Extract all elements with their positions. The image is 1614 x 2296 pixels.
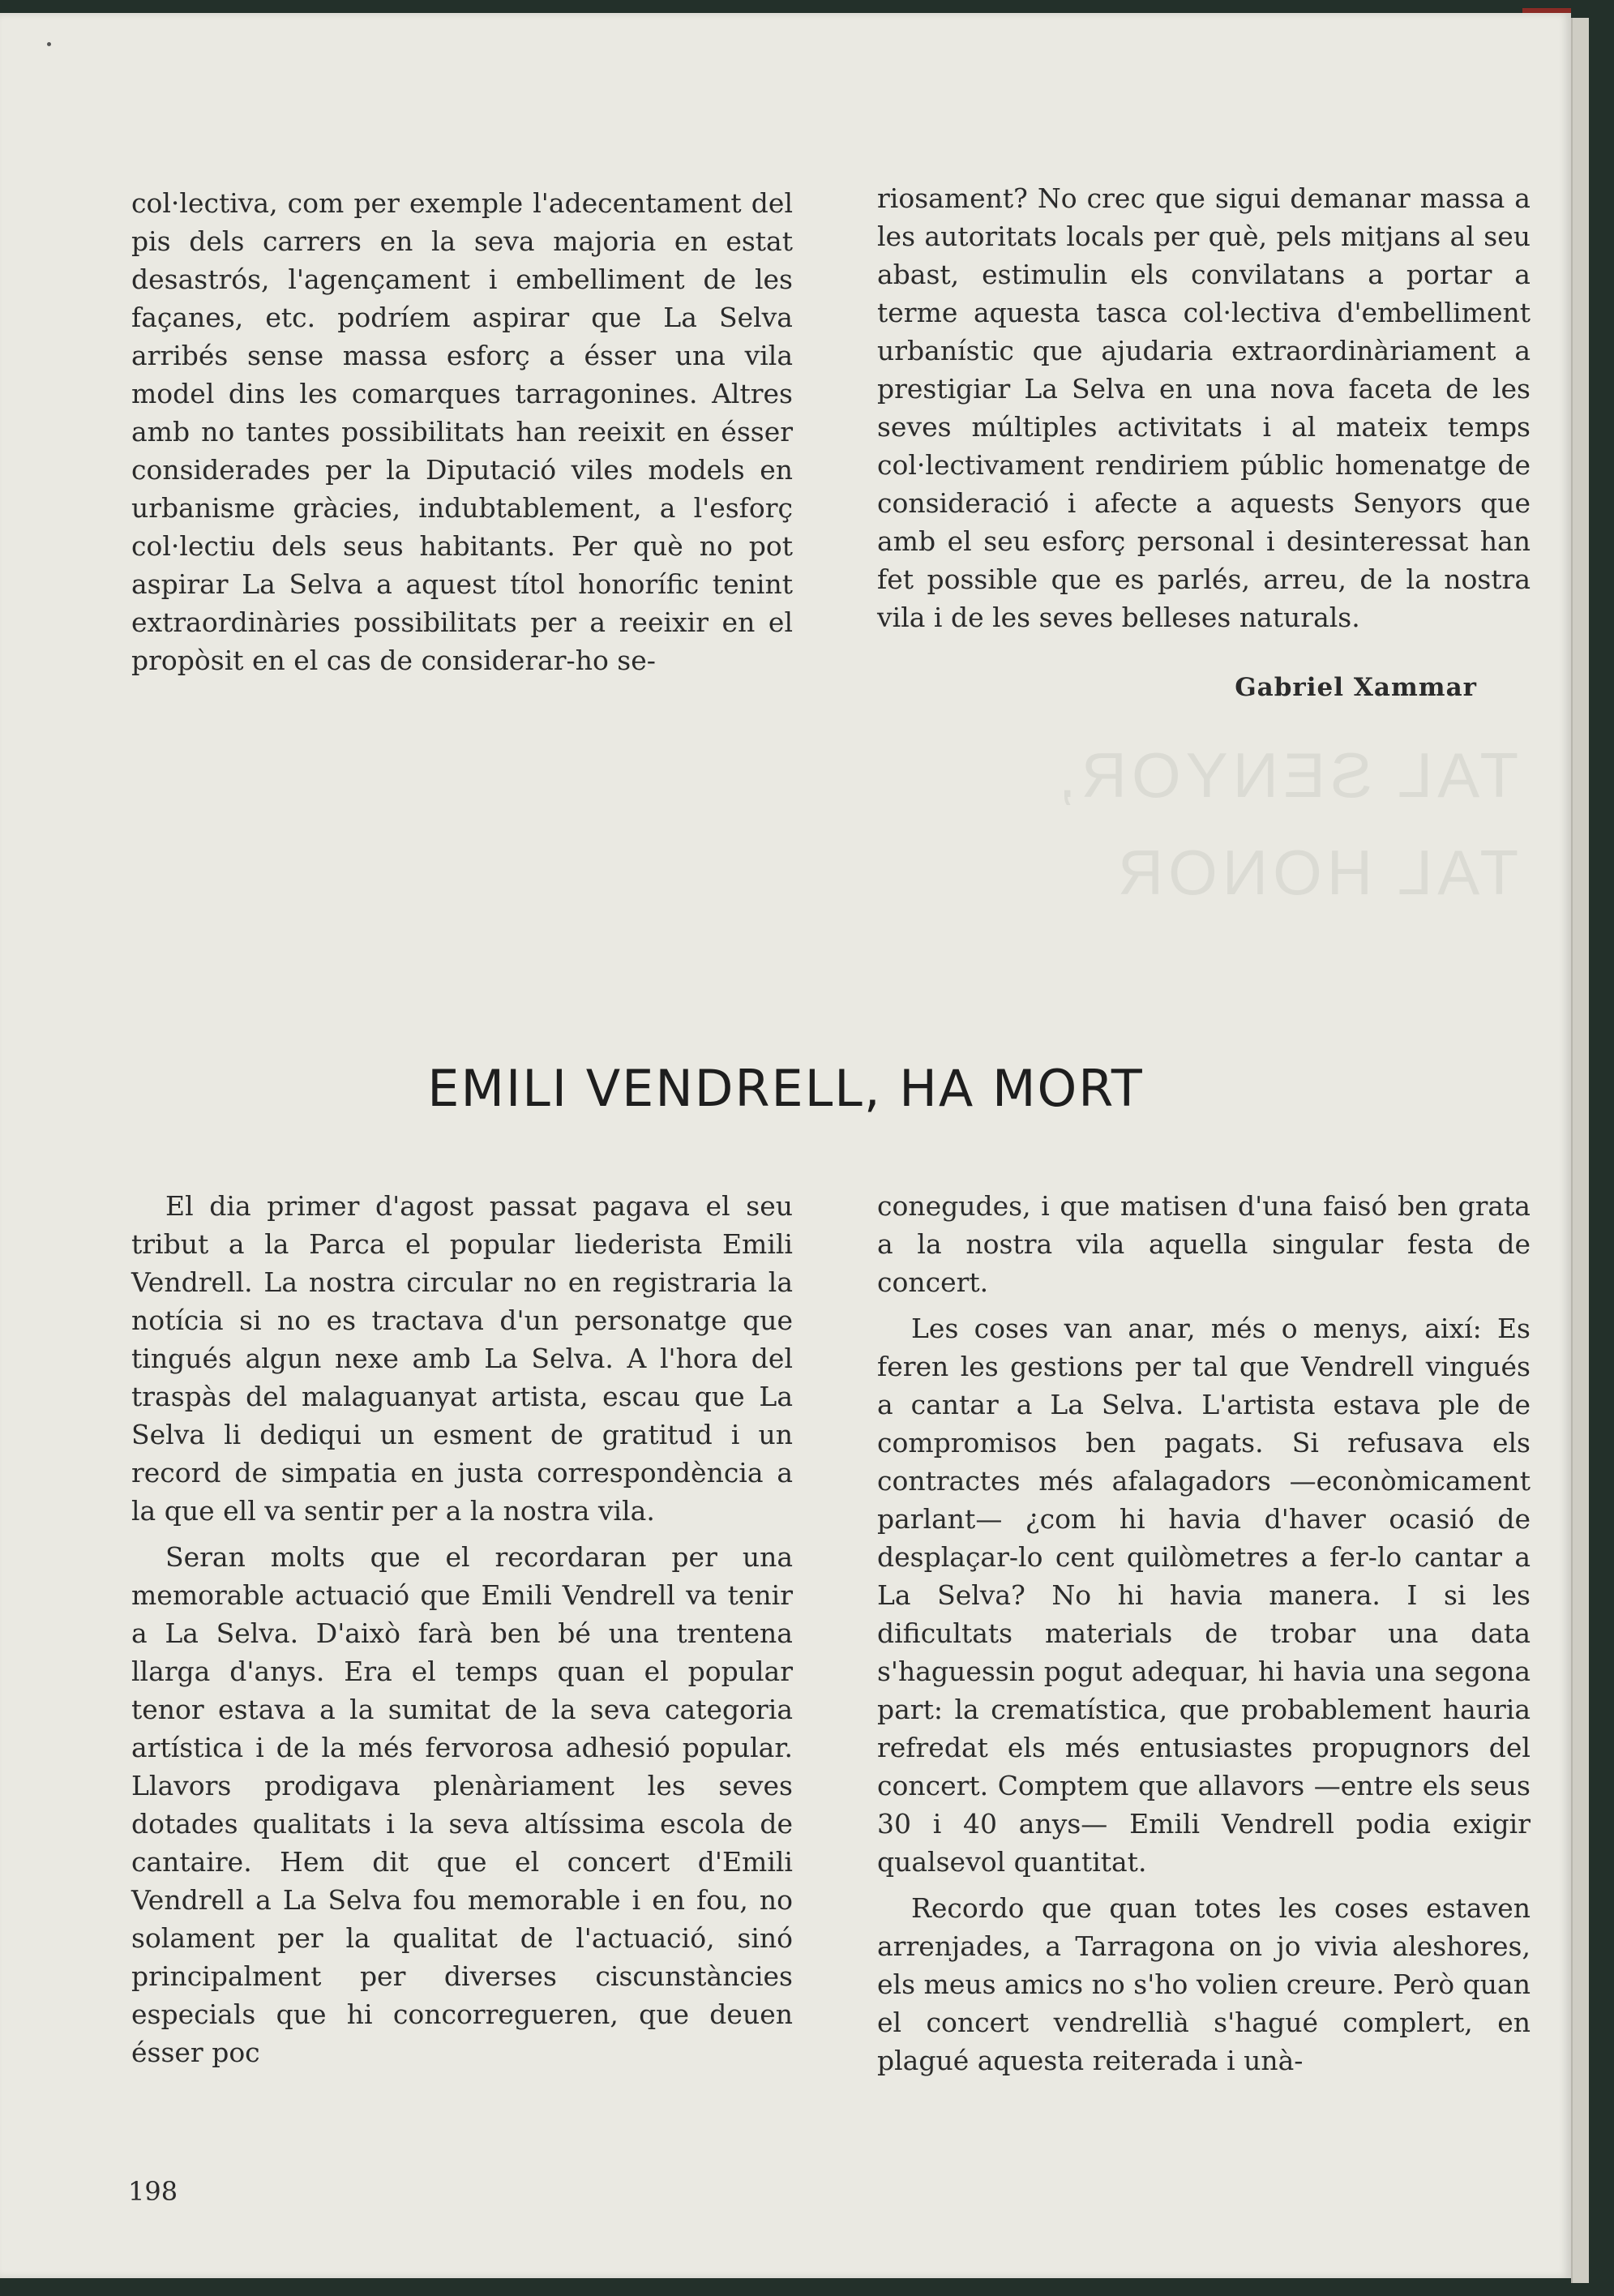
paragraph: Les coses van anar, més o menys, així: Es feren les gestions per tal que Vendrell vingués a cantar a La Selva. L'artista estava ple de compromisos ben pagats. Si refusava els contractes més afalagadors —econòmicament parlant— ¿com hi havia d'haver ocasió de desplaçar-lo cent quilòmetres a fer-lo cantar a La Selva? No hi havia manera. I si les dificultats materials de trobar una data s'haguessin pogut adequar, hi havia una segona part: la crematística, que probablement hauria refredat els més entusiastes propugnors del concert. Comptem que allavors —entre els seus 30 i 40 anys— Emili Vendrell podia exigir qualsevol quantitat. [877,1313,1531,1878]
page-edge [1571,18,1589,2283]
print-mark [47,42,51,46]
paragraph: Seran molts que el recordaran per una memorable actuació que Emili Vendrell va tenir a La Selva. D'això farà ben bé una trentena llarga d'anys. Era el temps quan el popular tenor estava a la sumitat de la seva categoria artística i de la més fervorosa adhesió popular. Llavors prodigava plenàriament les seves dotades qualitats i la seva altíssima escola de cantaire. Hem dit que el concert d'Emili Vendrell a La Selva fou memorable i en fou, no solament per la qualitat de l'actuació, sinó principalment per diverses ciscunstàncies especials que hi concorregueren, que deuen ésser poc [131,1541,793,2068]
previous-article-right-column [877,179,1531,636]
previous-article-left-column [131,184,793,679]
bleed-through-shadow: TAL SENYOR, TAL HONOR [1054,739,1519,908]
page-number: 198 [128,2176,178,2207]
paragraph: conegudes, i que matisen d'una faisó ben grata a la nostra vila aquella singular festa de concert. [877,1190,1531,1298]
magazine-page [0,13,1571,2278]
paragraph: Recordo que quan totes les coses estaven arrenjades, a Tarragona on jo vivia aleshores, els meus amics no s'ho volien creure. Però quan el concert vendrellià s'hagué complert, en plagué aquesta reiterada i unà- [877,1892,1531,2076]
article-right-column [877,1187,1531,2080]
paragraph: El dia primer d'agost passat pagava el seu tribut a la Parca el popular liederista Emili Vendrell. La nostra circular no en registraria la notícia si no es tractava d'un personatge que tingués algun nexe amb La Selva. A l'hora del traspàs del malaguanyat artista, escau que La Selva li dediqui un esment de gratitud i un record de simpatia en justa correspondència a la que ell va sentir per a la nostra vila. [131,1190,793,1527]
article-left-column [131,1187,793,2071]
paragraph: riosament? No crec que sigui demanar massa a les autoritats locals per què, pels mitjans al seu abast, estimulin els convilatans a portar a terme aquesta tasca col·lectiva d'embelliment urbanístic que ajudaria extraordinàriament a prestigiar La Selva en una nova faceta de les seves múltiples activitats i al mateix temps col·lectivament rendiriem públic homenatge de consideració i afecte a aquests Senyors que amb el seu esforç personal i desinteressat han fet possible que es parlés, arreu, de la nostra vila i de les seves belleses naturals. [877,182,1531,633]
paragraph: col·lectiva, com per exemple l'adecentament del pis dels carrers en la seva majoria en estat desastrós, l'agençament i embelliment de les façanes, etc. podríem aspirar que La Selva arribés sense massa esforç a ésser una vila model dins les comarques tarragonines. Altres amb no tantes possibilitats han reeixit en ésser considerades per la Diputació viles models en urbanisme gràcies, indubtablement, a l'esforç col·lectiu dels seus habitants. Per què no pot aspirar La Selva a aquest títol honorífic tenint extraordinàries possibilitats per a reeixir en el propòsit en el cas de considerar-ho se- [131,187,793,676]
article-headline: EMILI VENDRELL, HA MORT [427,1059,1144,1118]
author-signature: Gabriel Xammar [1235,673,1477,702]
